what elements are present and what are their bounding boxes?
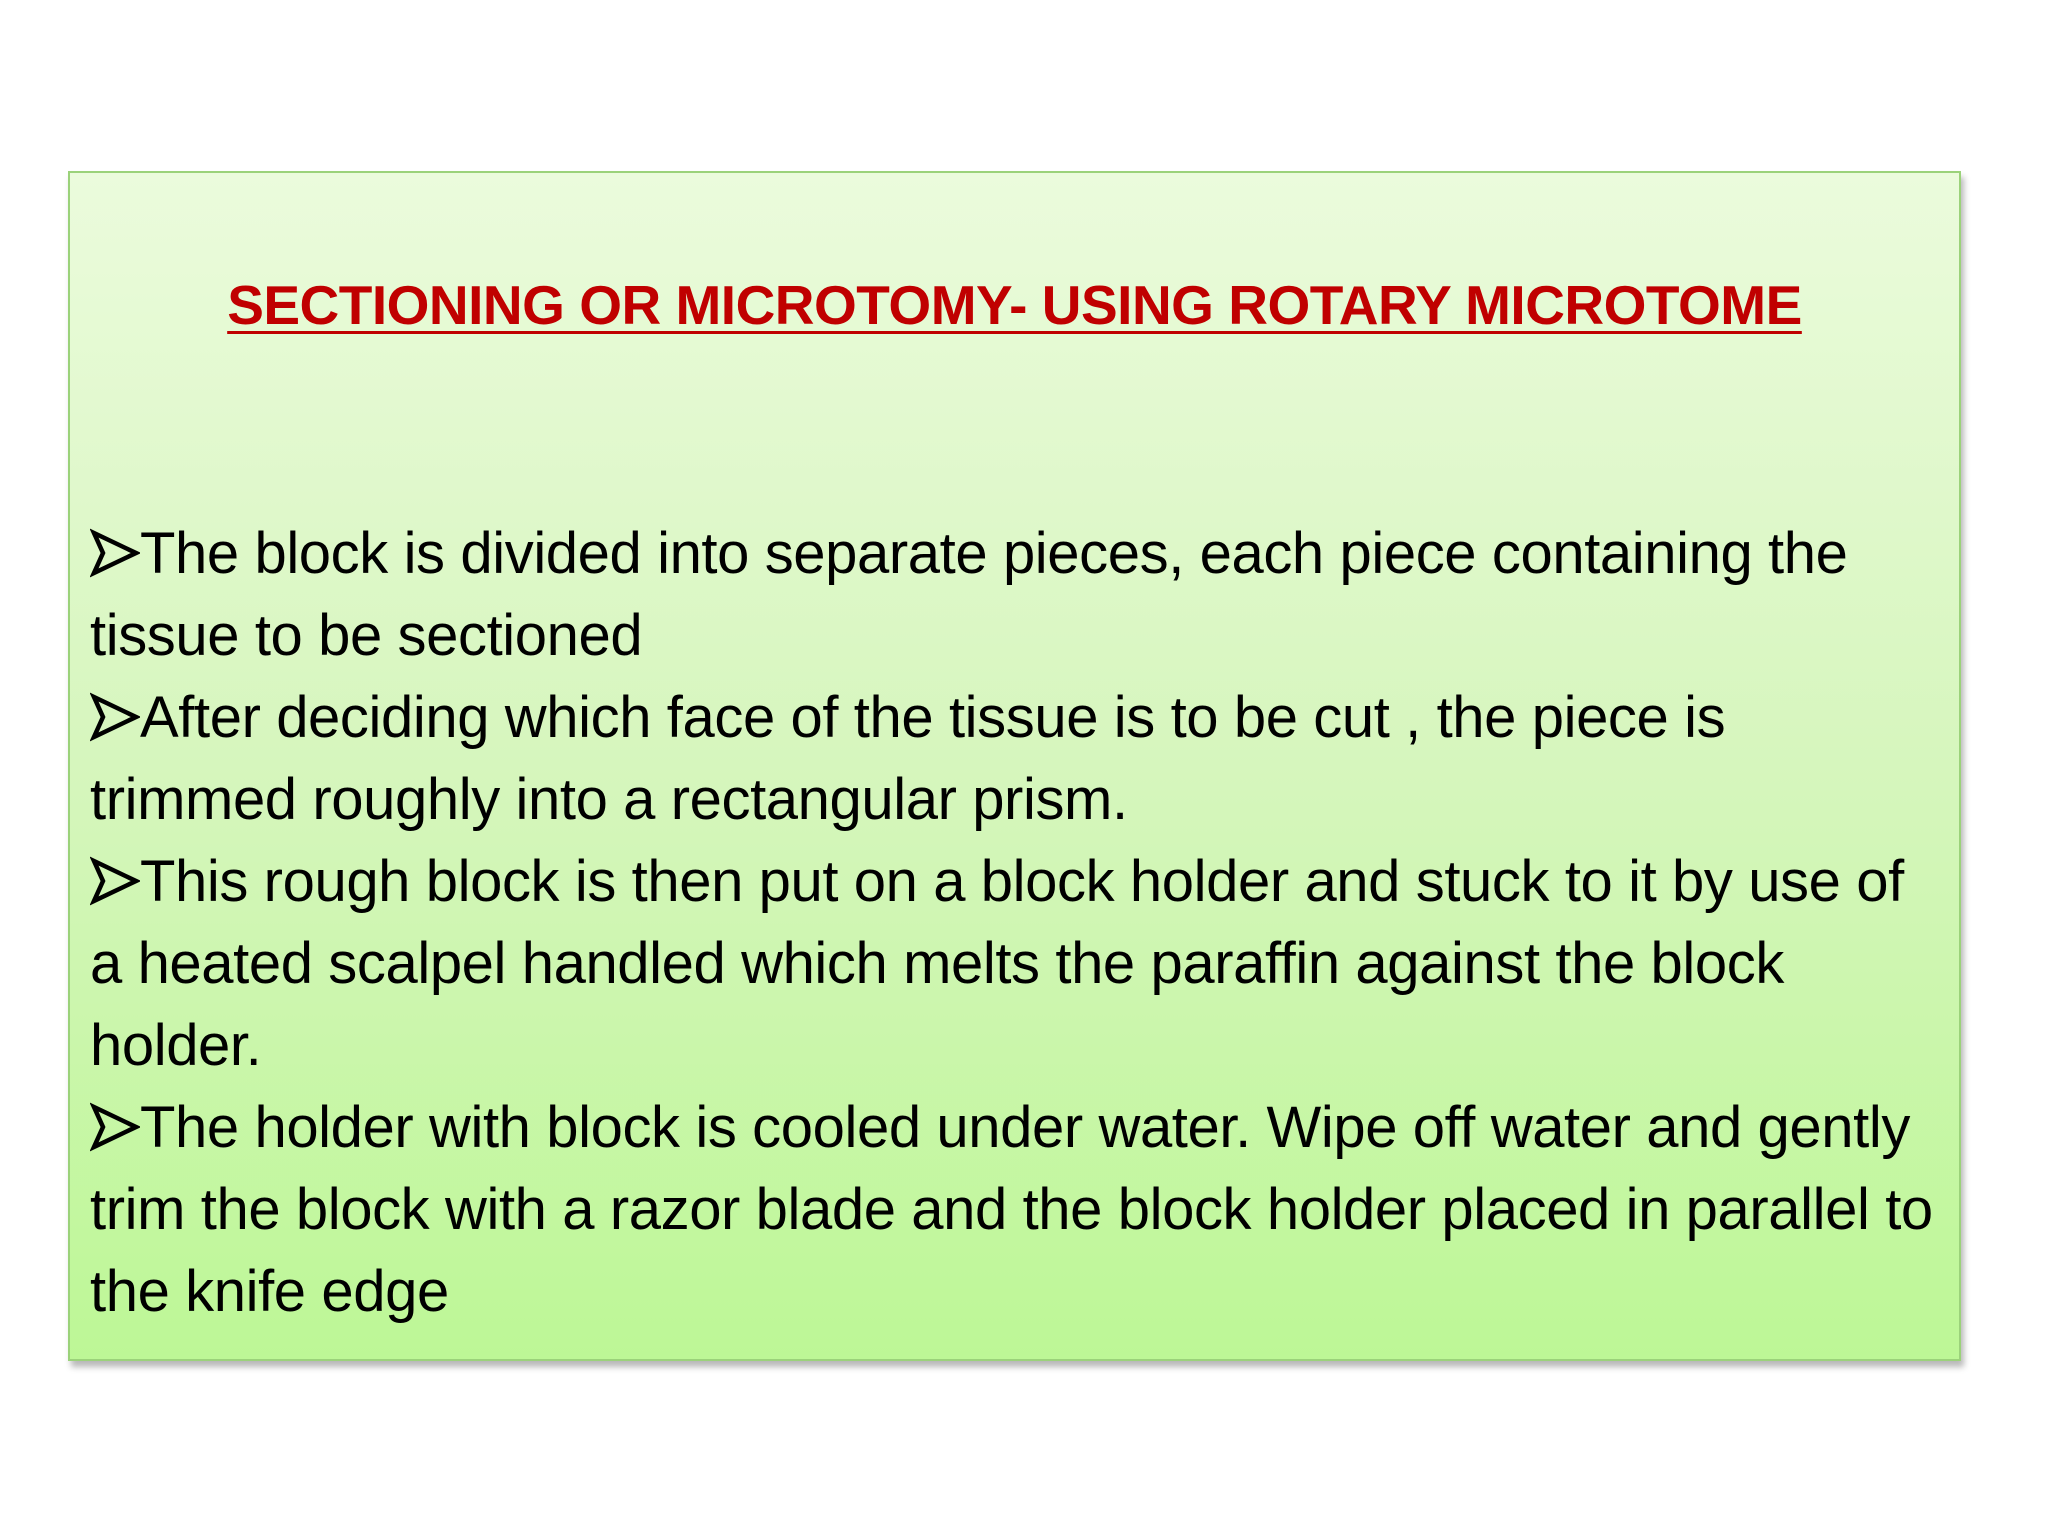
bullet-item [90, 677, 1945, 841]
bullet-text: The holder with block is cooled under water. Wipe off water and gently trim the block with a razor blade and the block holder placed in parallel to the knife edge [90, 1095, 1933, 1324]
bullet-text: This rough block is then put on a block holder and stuck to it by use of a heated scalpel handled which melts the paraffin against the block holder. [90, 849, 1904, 1078]
arrowhead-bullet-icon [90, 855, 140, 907]
arrowhead-bullet-icon [90, 691, 140, 743]
slide-title: SECTIONING OR MICROTOMY- USING ROTARY MICROTOME [227, 274, 1802, 336]
bullet-item [90, 841, 1945, 1087]
arrowhead-bullet-icon [90, 527, 140, 579]
bullet-text: The block is divided into separate pieces, each piece containing the tissue to be sectioned [90, 521, 1848, 668]
bullet-list [90, 513, 1945, 1333]
content-box [68, 171, 1961, 1361]
bullet-item [90, 513, 1945, 677]
bullet-text: After deciding which face of the tissue is to be cut , the piece is trimmed roughly into a rectangular prism. [90, 685, 1726, 832]
bullet-item [90, 1087, 1945, 1333]
arrowhead-bullet-icon [90, 1101, 140, 1153]
